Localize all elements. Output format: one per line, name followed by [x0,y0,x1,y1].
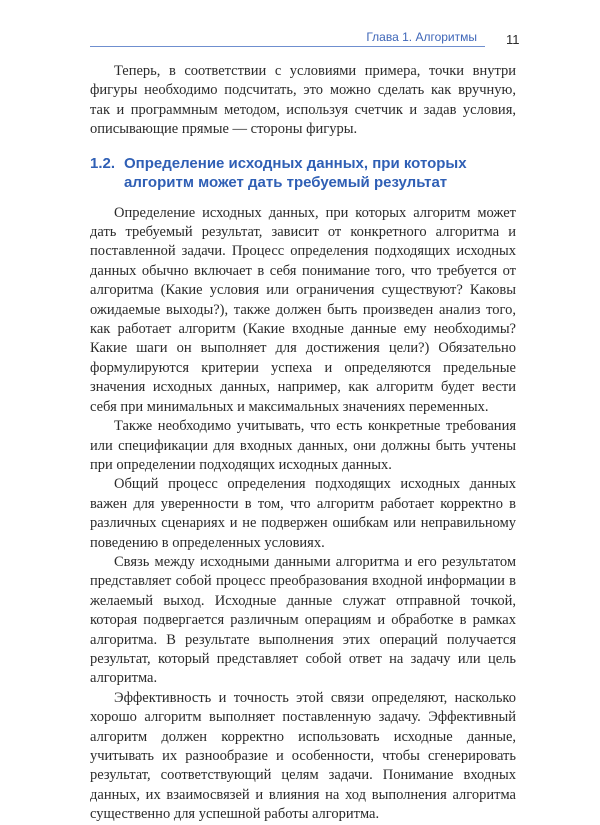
section-heading [90,154,516,192]
running-title: Глава 1. Алгоритмы [366,30,477,44]
running-header [90,30,485,47]
paragraph: Определение исходных данных, при которых алгоритм может дать требуемый результат, зависит от конкретного алгоритма и поставленной задачи. Процесс определения подходящих исходных данных обычно включает в себя понимание того, что требуется от алгоритма (Какие условия или ограничения существуют? Каковы ожидаемые выходы?), также должен быть произведен анализ того, как работает алгоритм (Какие входные данные ему необходимы? Какие шаги он выполняет для достижения цели?) Обязательно формулируются критерии успеха и определяются предельные значения исходных данных, например, как алгоритм будет вести себя при минимальных и максимальных значениях переменных. [90,204,516,415]
section-number: 1.2. [90,154,116,172]
page-body [90,62,516,825]
paragraph: Эффективность и точность этой связи определяют, насколько хорошо алгоритм выполняет поставленную задачу. Эффективный алгоритм должен корректно использовать исходные данные, учитывать их разнообразие и особенности, чтобы сгенерировать результат, соответствующий целям задачи. Понимание входных данных, их взаимосвязей и влияния на ход выполнения алгоритма существенно для успешной работы алгоритма. [90,689,516,823]
paragraph: Связь между исходными данными алгоритма и его результатом представляет собой процесс преобразования входной информации в желаемый выход. Исходные данные служат отправной точкой, которая подвергается различным операциям и обработке в рамках алгоритма. В результате выполнения этих операций получается результат, который представляет собой ответ на задачу или цель алгоритма. [90,553,516,687]
page-number: 11 [506,32,520,47]
intro-paragraph: Теперь, в соответствии с условиями примера, точки внутри фигуры необходимо подсчитать, это можно сделать как вручную, так и программным методом, используя счетчик и задав условия, описывающие прямые — стороны фигуры. [90,63,516,138]
section-title: Определение исходных данных, при которых алгоритм может дать требуемый результат [124,154,467,191]
paragraph: Также необходимо учитывать, что есть конкретные требования или спецификации для входных данных, они должны быть учтены при определении подходящих исходных данных. [90,418,516,473]
paragraph: Общий процесс определения подходящих исходных данных важен для уверенности в том, что алгоритм работает корректно в различных сценариях и не подвержен ошибкам или неправильному поведению в определенных условиях. [90,476,516,551]
